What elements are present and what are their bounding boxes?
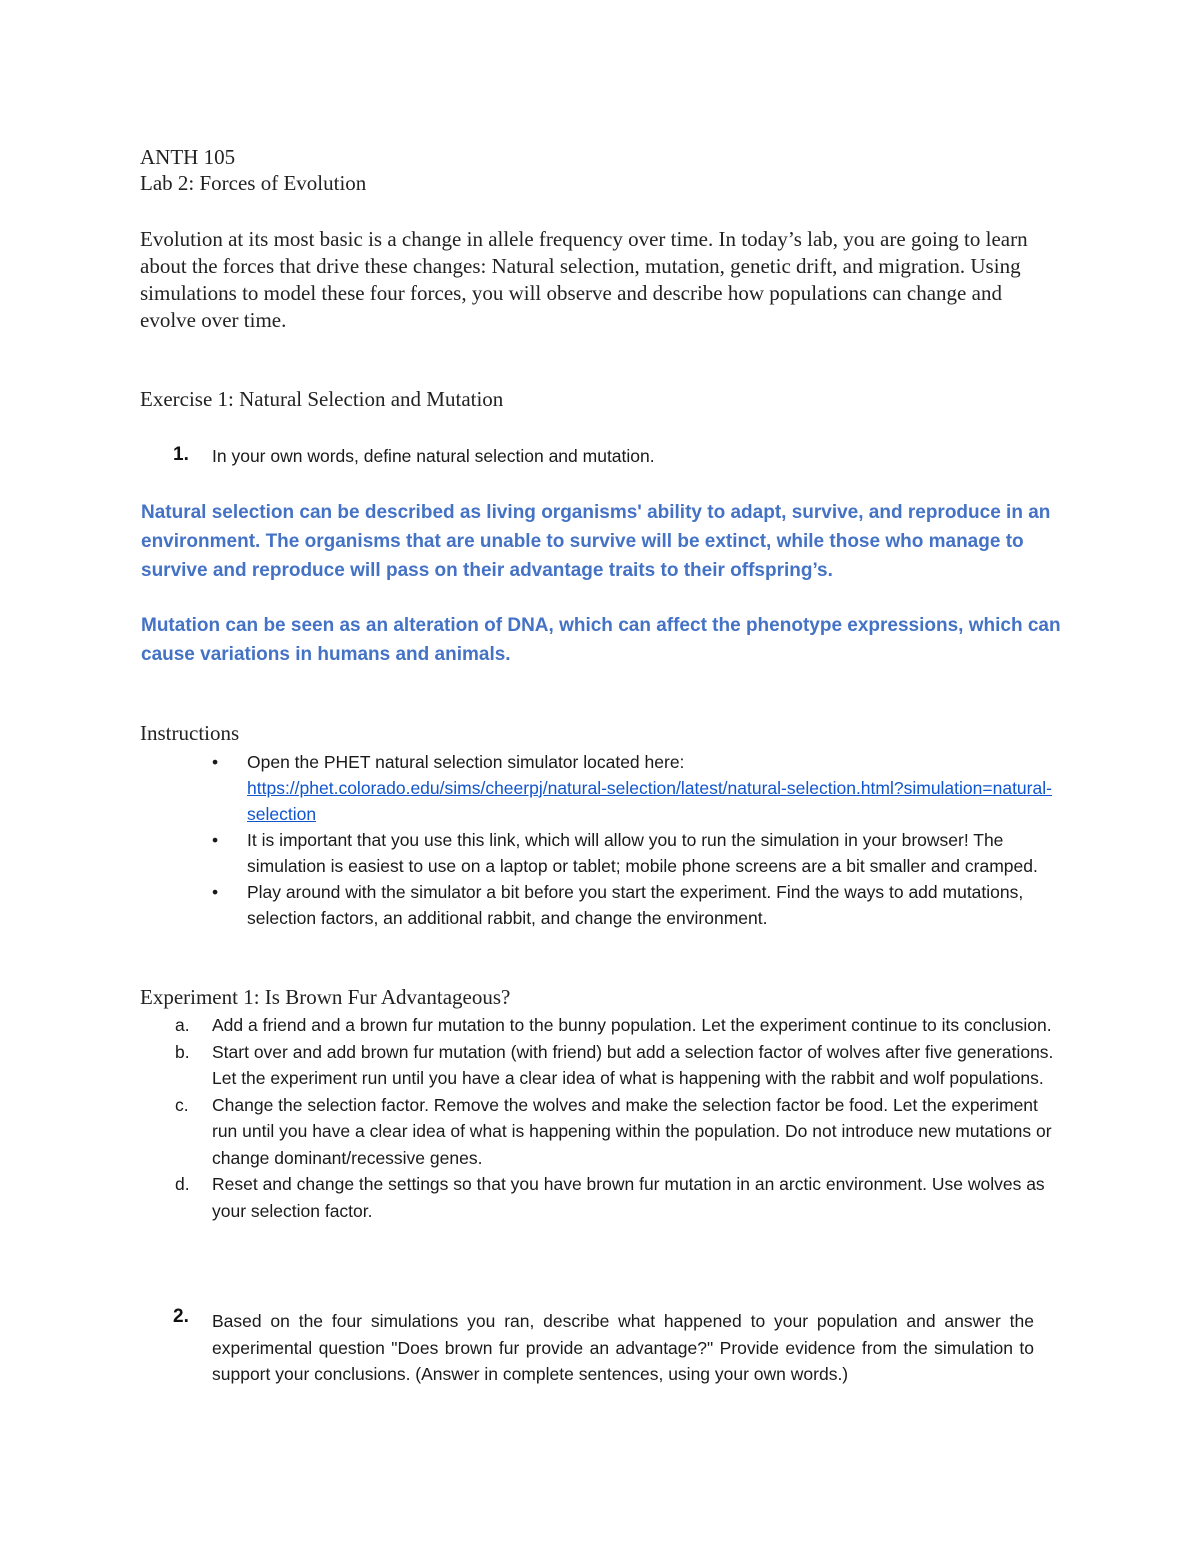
bullet-icon: • — [212, 752, 219, 772]
list-item — [175, 1039, 1055, 1092]
list-item — [175, 1092, 1055, 1172]
course-code: ANTH 105 — [140, 145, 236, 169]
question-2-text: Based on the four simulations you ran, describe what happened to your population and answer the experimental question "Does brown fur provide an advantage?" Provide evidence from the simulation to support your conclusions. (Answer in complete sentences, using your own words.) — [212, 1311, 1034, 1384]
phet-simulator-link[interactable]: https://phet.colorado.edu/sims/cheerpj/natural-selection/latest/natural-selection.html?simulation=natural-selection — [247, 778, 1052, 824]
instructions-heading: Instructions — [140, 721, 240, 745]
list-item — [212, 827, 1052, 879]
lab-title: Lab 2: Forces of Evolution — [140, 171, 367, 195]
question-1-text: In your own words, define natural selection and mutation. — [212, 446, 655, 466]
step-text: Reset and change the settings so that you have brown fur mutation in an arctic environment. Use wolves as your selection factor. — [212, 1174, 1045, 1221]
answer-natural-selection: Natural selection can be described as living organisms' ability to adapt, survive, and reproduce in an environment. The organisms that are unable to survive will be extinct, while those who manage to survive and reproduce will pass on their advantage traits to their offspring’s. — [141, 502, 1051, 581]
intro-paragraph: Evolution at its most basic is a change in allele frequency over time. In today’s lab, you are going to learn about the forces that drive these changes: Natural selection, mutation, genetic drift, and migration. Using simulations to model these four forces, you will observe and describe how populations can change and evolve over time. — [140, 227, 1028, 332]
step-text: Start over and add brown fur mutation (with friend) but add a selection factor of wolves after five generations. Let the experiment run until you have a clear idea of what is happening with the rabbit and wolf populations. — [212, 1041, 1054, 1088]
list-item — [175, 1171, 1055, 1224]
question-1-number: 1. — [173, 444, 189, 465]
list-item — [212, 749, 1052, 827]
bullet-icon: • — [212, 882, 219, 902]
step-letter: a. — [175, 1015, 190, 1035]
experiment-1-heading: Experiment 1: Is Brown Fur Advantageous? — [140, 985, 511, 1009]
step-text: Add a friend and a brown fur mutation to the bunny population. Let the experiment continue to its conclusion. — [212, 1015, 1052, 1035]
question-2-number: 2. — [173, 1306, 189, 1327]
step-letter: d. — [175, 1174, 190, 1194]
experiment-steps-list — [175, 1012, 1055, 1224]
bullet-text: Open the PHET natural selection simulator located here: — [247, 752, 685, 772]
list-item — [212, 879, 1052, 931]
instructions-list — [212, 749, 1052, 931]
step-letter: b. — [175, 1041, 190, 1062]
step-letter: c. — [175, 1094, 189, 1115]
bullet-icon: • — [212, 830, 219, 850]
bullet-text: Play around with the simulator a bit before you start the experiment. Find the ways to add mutations, selection factors, an additional rabbit, and change the environment. — [247, 882, 1024, 928]
step-text: Change the selection factor. Remove the wolves and make the selection factor be food. Let the experiment run until you have a clear idea of what is happening within the population. Do not introduce new mutations or change dominant/recessive genes. — [212, 1094, 1052, 1168]
answer-mutation: Mutation can be seen as an alteration of DNA, which can affect the phenotype expressions, which can cause variations in humans and animals. — [141, 615, 1061, 665]
list-item — [175, 1012, 1055, 1039]
bullet-text: It is important that you use this link, which will allow you to run the simulation in your browser! The simulation is easiest to use on a laptop or tablet; mobile phone screens are a bit smaller and cramped. — [247, 830, 1038, 876]
exercise-1-heading: Exercise 1: Natural Selection and Mutation — [140, 387, 504, 411]
